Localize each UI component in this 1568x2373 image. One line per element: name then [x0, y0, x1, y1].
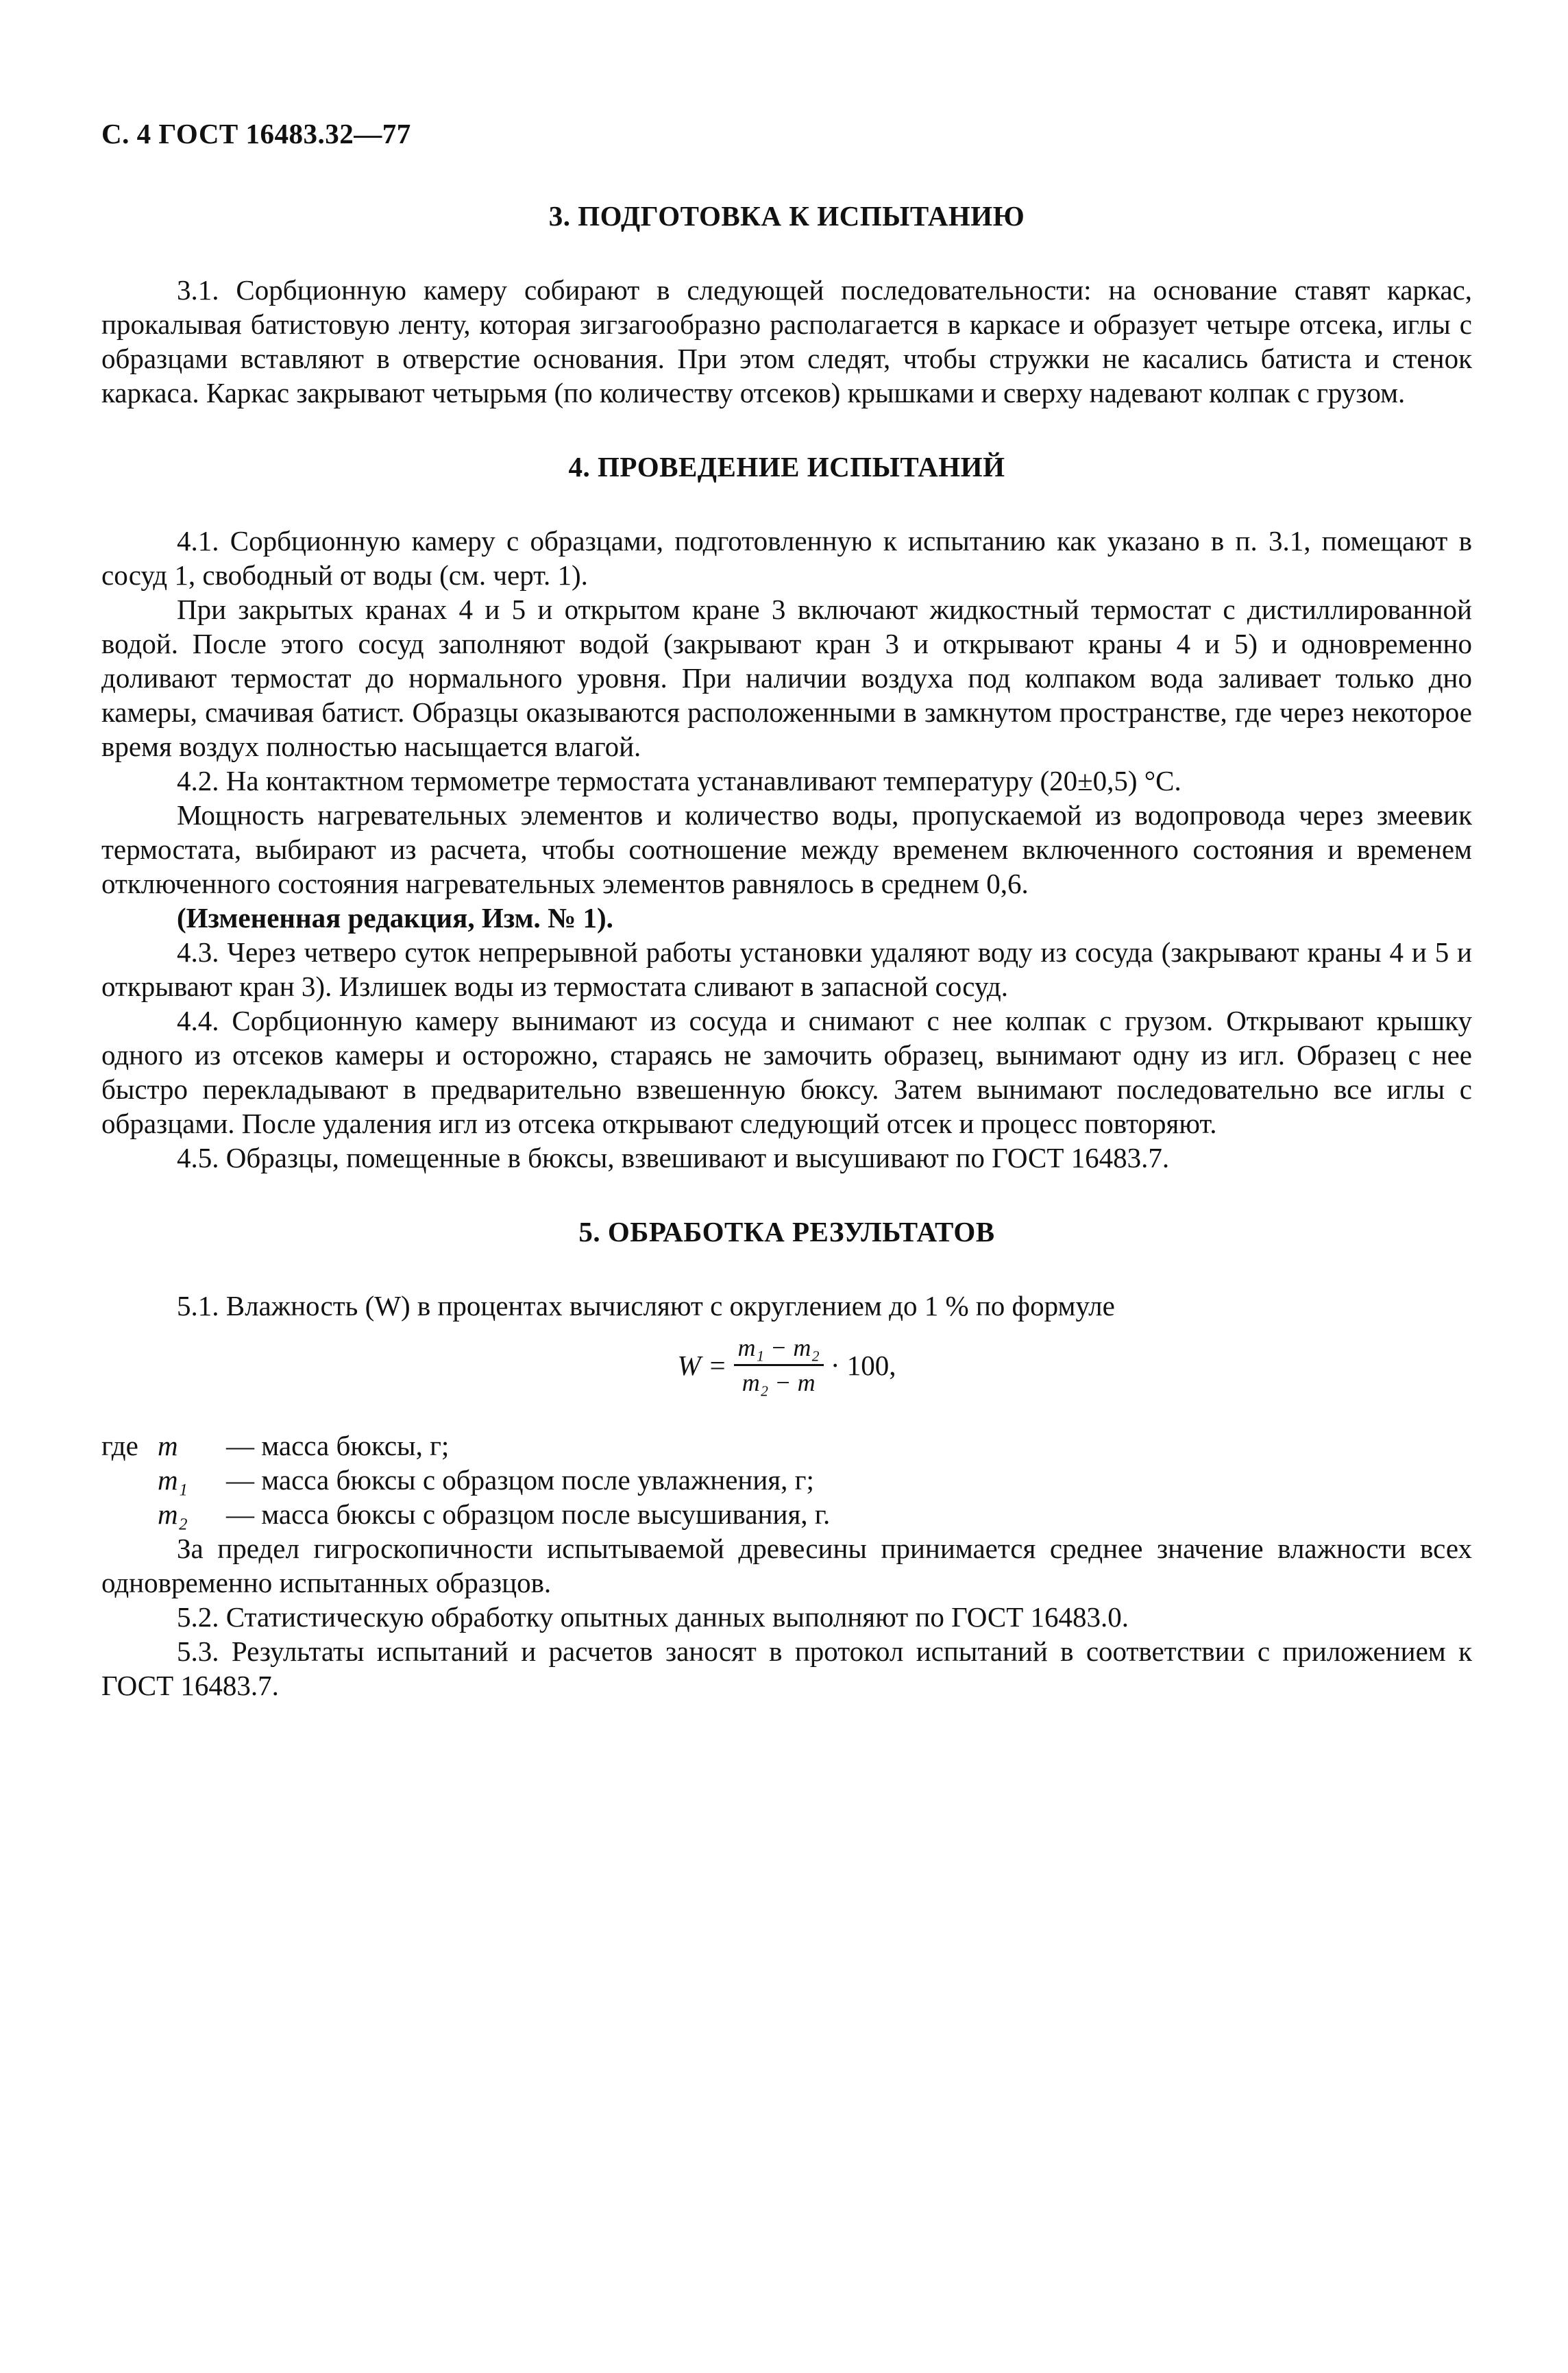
legend-symbol: m — [158, 1430, 178, 1461]
paragraph-4-1-b: При закрытых кранах 4 и 5 и открытом кране 3 включают жидкостный термостат с дистиллированной водой. После этого сосуд заполняют водой (закрывают кран 3 и открывают краны 4 и 5) и одновременно доливают термостат до нормального уровня. При наличии воздуха под колпаком вода заливает только дно камеры, смачивая батист. Образцы оказываются расположенными в замкнутом пространстве, где через некоторое время воздух полностью насыщается влагой. — [101, 594, 1472, 762]
paragraph-5-1: 5.1. Влажность (W) в процентах вычисляют с округлением до 1 % по формуле — [177, 1290, 1115, 1322]
paragraph-4-2: 4.2. На контактном термометре термостата устанавливают температуру (20±0,5) °С. — [177, 765, 1181, 796]
formula-fraction — [734, 1332, 824, 1398]
formula-legend — [101, 1428, 1472, 1531]
formula-lhs: W = — [677, 1349, 727, 1381]
paragraph-4-5: 4.5. Образцы, помещенные в бюксы, взвешивают и высушивают по ГОСТ 16483.7. — [177, 1142, 1170, 1173]
paragraph-5-3: 5.3. Результаты испытаний и расчетов заносят в протокол испытаний в соответствии с приложением к ГОСТ 16483.7. — [101, 1635, 1472, 1701]
paragraph-3-1: 3.1. Сорбционную камеру собирают в следующей последовательности: на основание ставят каркас, прокалывая батистовую ленту, которая зигзагообразно располагается в каркасе и образует четыре отсека, иглы с образцами вставляют в отверстие основания. При этом следят, чтобы стружки не касались батиста и стенок каркаса. Каркас закрывают четырьмя (по количеству отсеков) крышками и сверху надевают колпак с грузом. — [101, 274, 1472, 409]
document-page — [101, 117, 1472, 1703]
paragraph-5-2: 5.2. Статистическую обработку опытных данных выполняют по ГОСТ 16483.0. — [177, 1601, 1129, 1633]
legend-where — [101, 1497, 158, 1531]
formula-denominator: m₂ − m — [742, 1369, 816, 1396]
formula-rhs: · 100, — [830, 1349, 896, 1381]
legend-description: — масса бюксы с образцом после увлажнения, г; — [226, 1464, 814, 1496]
legend-row — [101, 1497, 1472, 1531]
legend-row — [101, 1463, 1472, 1497]
paragraph-4-1: 4.1. Сорбционную камеру с образцами, подготовленную к испытанию как указано в п. 3.1, помещают в сосуд 1, свободный от воды (см. черт. 1). — [101, 525, 1472, 591]
paragraph-4-2-b: Мощность нагревательных элементов и количество воды, пропускаемой из водопровода через змеевик термостата, выбирают из расчета, чтобы соотношение между временем включенного состояния и временем отключенного состояния нагревательных элементов равнялось в среднем 0,6. — [101, 799, 1472, 899]
section-4-title: 4. ПРОВЕДЕНИЕ ИСПЫТАНИЙ — [568, 451, 1005, 483]
section-5-title: 5. ОБРАБОТКА РЕЗУЛЬТАТОВ — [578, 1216, 995, 1248]
paragraph-5-1-b: За предел гигроскопичности испытываемой древесины принимается среднее значение влажности всех одновременно испытанных образцов. — [101, 1533, 1472, 1598]
legend-where: где — [101, 1430, 138, 1461]
paragraph-4-3: 4.3. Через четверо суток непрерывной работы установки удаляют воду из сосуда (закрывают краны 4 и 5 и открывают кран 3). Излишек воды из термостата сливают в запасной сосуд. — [101, 936, 1472, 1002]
legend-description: — масса бюксы, г; — [226, 1430, 450, 1461]
amendment-note: (Измененная редакция, Изм. № 1). — [177, 902, 613, 934]
legend-where — [101, 1463, 158, 1497]
legend-row — [101, 1428, 1472, 1463]
paragraph-4-4: 4.4. Сорбционную камеру вынимают из сосуда и снимают с нее колпак с грузом. Открывают крышку одного из отсеков камеры и осторожно, стараясь не замочить образец, вынимают одну из игл. Образец с нее быстро перекладывают в предварительно взвешенную бюксу. Затем вынимают последовательно все иглы с образцами. После удаления игл из отсека открывают следующий отсек и процесс повторяют. — [101, 1005, 1472, 1139]
legend-symbol: m₂ — [158, 1498, 188, 1530]
moisture-formula — [101, 1332, 1472, 1415]
legend-description: — масса бюксы с образцом после высушивания, г. — [226, 1498, 831, 1530]
formula-numerator: m₁ − m₂ — [734, 1332, 824, 1366]
section-3-title: 3. ПОДГОТОВКА К ИСПЫТАНИЮ — [548, 200, 1025, 232]
running-head: С. 4 ГОСТ 16483.32—77 — [101, 118, 411, 149]
legend-symbol: m₁ — [158, 1464, 188, 1496]
